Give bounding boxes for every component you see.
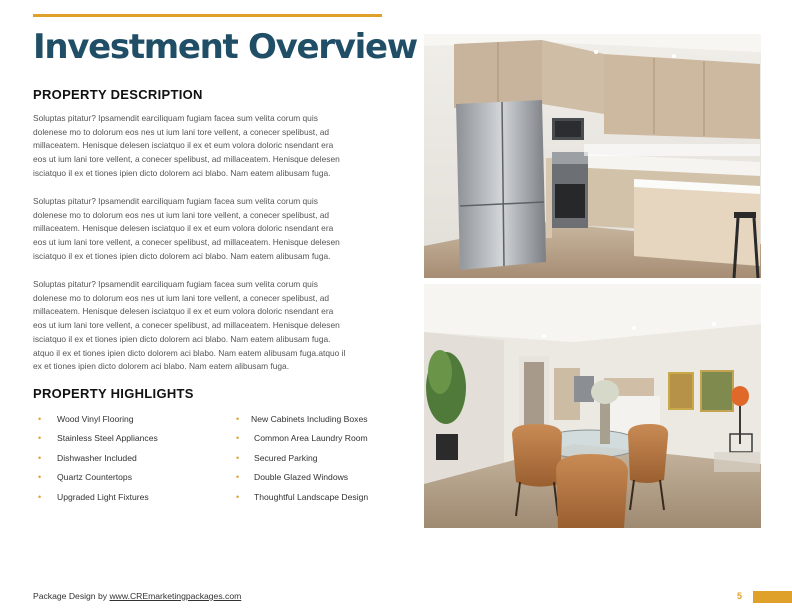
page-title: Investment Overview <box>33 27 417 67</box>
description-paragraph-3 <box>33 278 383 374</box>
paragraph-line: isciatquo il ex et tiones ipien dicto dolorem aci blabo. Nam eatem alibusam fuga. <box>33 333 331 344</box>
description-paragraph-2 <box>33 195 383 264</box>
footer-accent-bar <box>753 591 792 603</box>
paragraph-line: ex et tiones ipien dicto dolorem aci blabo. Nam eatem alibusam fuga. <box>33 361 290 372</box>
highlight-text: New Cabinets Including Boxes <box>251 414 368 424</box>
paragraph-line: atquo il ex et tiones ipien dicto dolorem aci blabo. Nam eatem alibusam fuga.atquo il <box>33 347 346 358</box>
bullet-icon: • <box>236 433 240 444</box>
paragraph-line: millaceatem. Henisque delesen isciatquo il ex et eum volora doloric nsendant era <box>33 306 334 317</box>
bullet-icon: • <box>38 414 42 424</box>
paragraph-line: isciatquo il ex et tiones ipien dicto dolorem aci blabo. Nam eatem alibusam fuga. <box>33 250 331 261</box>
paragraph-line: millaceatem. Henisque delesen isciatquo il ex et eum volora doloric nsendant era <box>33 223 334 234</box>
bullet-icon: • <box>236 452 240 463</box>
paragraph-line: Soluptas pitatur? Ipsamendit earciliquam fugiam facea sum velita corum quis <box>33 196 318 206</box>
page-number: 5 <box>737 591 743 601</box>
bullet-icon: • <box>236 414 240 424</box>
paragraph-line: dolenese mo to dolorum eos nes ut ium lani tore vellent, a conecer spelibust, ad <box>33 209 330 220</box>
paragraph-line: Soluptas pitatur? Ipsamendit earciliquam fugiam facea sum velita corum quis <box>33 279 318 289</box>
footer-credit <box>33 591 241 601</box>
bullet-icon: • <box>38 452 42 463</box>
paragraph-line: dolenese mo to dolorum eos nes ut ium lani tore vellent, a conecer spelibust, ad <box>33 292 330 303</box>
highlight-text: Secured Parking <box>254 452 318 463</box>
highlight-text: Common Area Laundry Room <box>254 433 368 444</box>
paragraph-line: eos ut ium lani tore vellent, a conecer spelibust, ad millaceatem. Henisque delesen <box>33 237 340 248</box>
highlight-text: Stainless Steel Appliances <box>57 433 158 444</box>
highlight-text: Upgraded Light Fixtures <box>57 491 149 502</box>
dining-room-photo <box>424 284 761 528</box>
footer-prefix: Package Design by <box>33 591 110 601</box>
paragraph-line: Soluptas pitatur? Ipsamendit earciliquam fugiam facea sum velita corum quis <box>33 113 318 123</box>
paragraph-line: eos ut ium lani tore vellent, a conecer spelibust, ad millaceatem. Henisque delesen <box>33 320 340 331</box>
bullet-icon: • <box>236 472 240 483</box>
highlight-text: Wood Vinyl Flooring <box>57 414 134 424</box>
property-highlights-heading: PROPERTY HIGHLIGHTS <box>33 386 194 401</box>
property-description-heading: PROPERTY DESCRIPTION <box>33 87 203 102</box>
description-paragraph-1 <box>33 112 383 181</box>
paragraph-line: millaceatem. Henisque delesen isciatquo il ex et eum volora doloric nsendant era <box>33 140 334 151</box>
bullet-icon: • <box>38 472 42 483</box>
paragraph-line: isciatquo il ex et tiones ipien dicto dolorem aci blabo. Nam eatem alibusam fuga. <box>33 167 331 178</box>
highlight-text: Thoughtful Landscape Design <box>254 491 369 502</box>
highlight-text: Double Glazed Windows <box>254 472 349 483</box>
paragraph-line: eos ut ium lani tore vellent, a conecer spelibust, ad millaceatem. Henisque delesen <box>33 154 340 165</box>
top-accent-rule <box>33 14 382 17</box>
highlight-text: Quartz Countertops <box>57 472 132 483</box>
highlight-text: Dishwasher Included <box>57 452 137 463</box>
kitchen-photo <box>424 34 761 278</box>
paragraph-line: dolenese mo to dolorum eos nes ut ium lani tore vellent, a conecer spelibust, ad <box>33 126 330 137</box>
bullet-icon: • <box>38 433 42 444</box>
footer-website-link[interactable]: www.CREmarketingpackages.com <box>109 591 242 601</box>
bullet-icon: • <box>38 491 42 502</box>
bullet-icon: • <box>236 491 240 502</box>
